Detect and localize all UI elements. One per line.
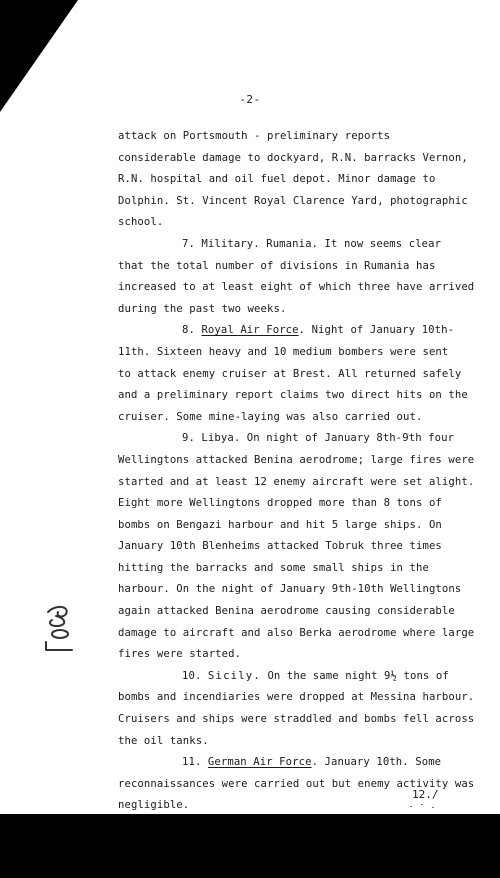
text-line: hitting the barracks and some small ships in the <box>118 561 429 574</box>
text-line: harbour. On the night of January 9th-10th Wellingtons <box>118 583 462 596</box>
text-run: On the same night 9½ tons of <box>267 669 449 682</box>
text-line: started and at least 12 enemy aircraft were set alight. <box>118 475 475 488</box>
section-heading: Sicily. <box>207 669 261 682</box>
text-line: the oil tanks. <box>118 734 209 747</box>
section-heading: Royal Air Force <box>201 324 299 337</box>
text-line: 11th. Sixteen heavy and 10 medium bombers were sent <box>118 345 449 358</box>
text-line: again attacked Benina aerodrome causing considerable <box>118 605 455 618</box>
text-line: increased to at least eight of which three have arrived <box>118 281 475 294</box>
catchword: 12./ <box>412 788 439 801</box>
paragraph-7-start: 7. Military. Rumania. It now seems clear <box>182 237 442 250</box>
scan-speck <box>432 807 434 808</box>
paragraph-11-start <box>118 752 468 774</box>
text-line: to attack enemy cruiser at Brest. All returned safely <box>118 367 462 380</box>
text-line: Cruisers and ships were straddled and bombs fell across <box>118 713 475 726</box>
text-line: Dolphin. St. Vincent Royal Clarence Yard, photographic <box>118 194 468 207</box>
paragraph-number: 10. <box>182 669 202 682</box>
scan-speck <box>421 804 423 805</box>
text-line: bombs on Bengazi harbour and hit 5 large ships. On <box>118 518 442 531</box>
handwritten-mark-icon <box>22 596 82 656</box>
text-line: bombs and incendiaries were dropped at Messina harbour. <box>118 691 475 704</box>
text-line: Eight more Wellingtons dropped more than 8 tons of <box>118 497 442 510</box>
scan-speck <box>410 806 412 807</box>
text-line: damage to aircraft and also Berka aerodrome where large <box>118 626 475 639</box>
text-line: school. <box>118 216 164 229</box>
text-line: January 10th Blenheims attacked Tobruk three times <box>118 540 442 553</box>
text-line: R.N. hospital and oil fuel depot. Minor damage to <box>118 173 436 186</box>
paragraph-9-start: 9. Libya. On night of January 8th-9th four <box>182 432 455 445</box>
text-line: that the total number of divisions in Rumania has <box>118 259 436 272</box>
text-line: cruiser. Some mine-laying was also carried out. <box>118 410 423 423</box>
section-heading: German Air Force <box>207 756 312 769</box>
paragraph-number: 8. <box>182 324 195 337</box>
text-line: Wellingtons attacked Benina aerodrome; large fires were <box>118 453 475 466</box>
text-run: . <box>311 756 319 769</box>
text-line: and a preliminary report claims two direct hits on the <box>118 389 468 402</box>
text-line: negligible. <box>118 799 190 812</box>
text-line: fires were started. <box>118 648 242 661</box>
margin-note-handwritten <box>22 596 82 656</box>
paragraph-8-start <box>118 320 468 342</box>
text-line: considerable damage to dockyard, R.N. barracks Vernon, <box>118 151 468 164</box>
text-run: January 10th. Some <box>324 756 442 769</box>
text-run: . Night of January 10th- <box>298 324 455 337</box>
page-number: -2- <box>239 93 261 106</box>
text-line: attack on Portsmouth - preliminary reports <box>118 130 391 142</box>
document-body <box>118 126 475 817</box>
text-line: during the past two weeks. <box>118 302 287 315</box>
scan-bottom-border <box>0 814 500 878</box>
paragraph-number: 11. <box>182 756 202 769</box>
paragraph-10-start <box>118 666 468 688</box>
text-line: reconnaissances were carried out but enemy activity was <box>118 777 475 790</box>
